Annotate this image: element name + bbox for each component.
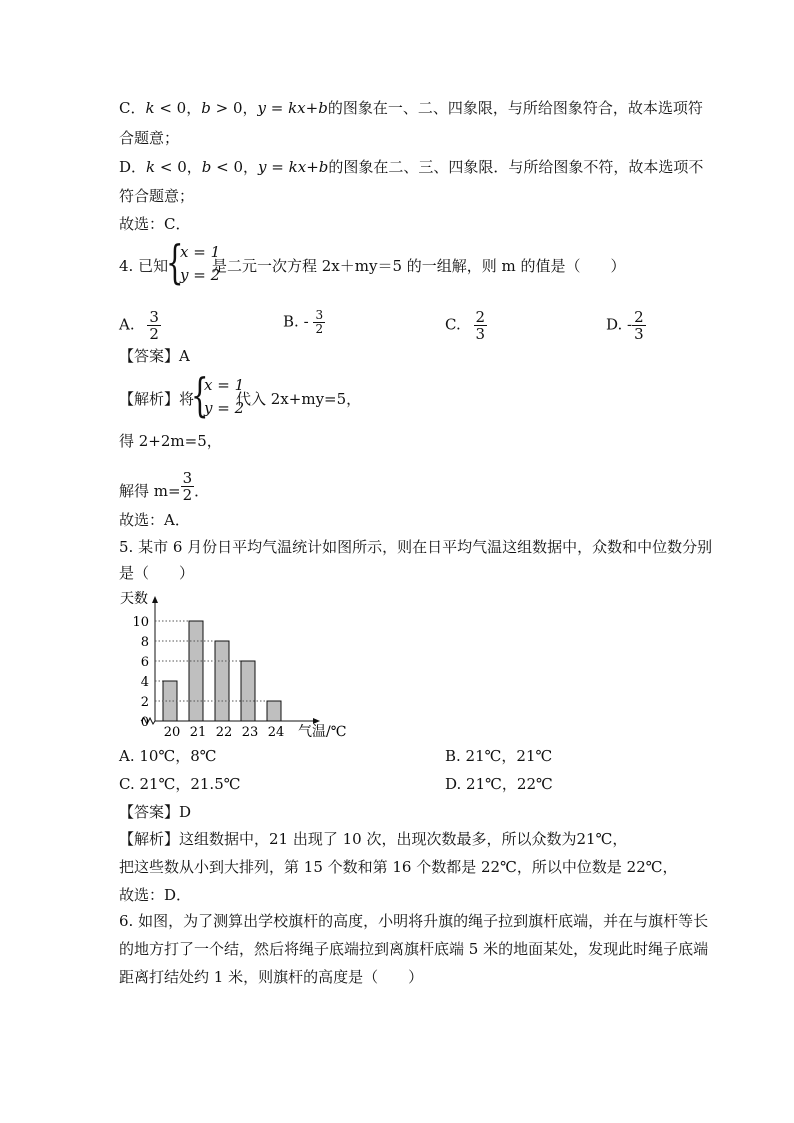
q5-option-d: D. 21℃，22℃ xyxy=(445,775,553,793)
y-tick-label-6: 6 xyxy=(140,655,149,670)
q4-analysis-brace: { xyxy=(191,368,209,422)
q3-option-c-line2: 合题意； xyxy=(119,129,180,147)
x-tick-label-23: 23 xyxy=(241,725,259,740)
q5-option-b: B. 21℃，21℃ xyxy=(445,747,553,765)
q4-system-row2: y = 2 xyxy=(180,266,221,284)
temperature-bar-chart xyxy=(110,586,360,741)
q4-option-b: B. - $\frac{3}{2}$ xyxy=(283,308,324,336)
x-tick-label-24: 24 xyxy=(267,725,285,740)
q5-stem-line2: 是（ ） xyxy=(119,564,195,582)
q6-stem-line3: 距离打结处约 1 米，则旗杆的高度是（ ） xyxy=(119,968,424,986)
x-tick-label-22: 22 xyxy=(215,725,233,740)
q6-stem-line2: 的地方打了一个结，然后将绳子底端拉到离旗杆底端 5 米的地面某处，发现此时绳子底端 xyxy=(119,940,709,958)
x-tick-label-21: 21 xyxy=(189,725,207,740)
q5-stem-line1: 5. 某市 6 月份日平均气温统计如图所示，则在日平均气温这组数据中，众数和中位数分别 xyxy=(119,538,713,556)
q5-analysis-line1: 【解析】这组数据中，21 出现了 10 次，出现次数最多，所以众数为21℃， xyxy=(119,830,628,848)
y-axis-arrow xyxy=(152,596,158,603)
y-tick-label-8: 8 xyxy=(140,635,149,650)
q4-step1: 得 2+2m=5， xyxy=(119,432,222,450)
q3-option-d-line1: D．k < 0，b < 0，y = kx+b的图象在二、三、四象限．与所给图象不符，故本选项不 xyxy=(119,158,704,176)
q4-answer: 【答案】A xyxy=(119,347,190,365)
chart-y-axis-label: 天数 xyxy=(120,591,148,607)
q6-stem-line1: 6. 如图，为了测算出学校旗杆的高度，小明将升旗的绳子拉到旗杆底端，并在与旗杆等长 xyxy=(119,912,709,930)
q4-option-c: C. $\frac{2}{3}$ xyxy=(445,308,486,343)
bar-21 xyxy=(189,621,203,721)
q4-option-d: D. - $\frac{2}{3}$ xyxy=(606,308,644,343)
q4-system-brace: { xyxy=(166,235,184,289)
x-tick-label-20: 20 xyxy=(163,725,181,740)
q4-option-a: A. $\frac{3}{2}$ xyxy=(119,308,159,343)
q5-option-a: A. 10℃，8℃ xyxy=(119,747,217,765)
q4-step2: 解得 m= $\frac{3}{2}$ ． xyxy=(119,469,210,504)
q4-stem-suffix: 是二元一次方程 2x＋my＝5 的一组解，则 m 的值是（ ） xyxy=(212,257,626,275)
q3-option-c-line1: C．k < 0，b > 0，y = kx+b的图象在一、二、四象限，与所给图象符合，故本选项符 xyxy=(119,99,703,117)
x-axis-label: 气温/℃ xyxy=(298,724,347,740)
q4-system-row1: x = 1 xyxy=(180,243,221,261)
q4-analysis-row2: y = 2 xyxy=(204,399,245,417)
q4-choose: 故选：A． xyxy=(119,511,190,529)
q5-answer: 【答案】D xyxy=(119,803,192,821)
q4-stem-prefix: 4. 已知 xyxy=(119,257,169,275)
q5-option-c: C. 21℃，21.5℃ xyxy=(119,775,241,793)
q5-analysis-line2: 把这些数从小到大排列，第 15 个数和第 16 个数都是 22℃，所以中位数是 22℃， xyxy=(119,858,678,876)
bar-22 xyxy=(215,641,229,721)
q3-option-d-line2: 符合题意； xyxy=(119,187,195,205)
q4-analysis-prefix: 【解析】将 xyxy=(119,390,195,408)
q5-choose: 故选：D． xyxy=(119,886,192,904)
q4-analysis-suffix: 代入 2x+my=5， xyxy=(236,390,362,408)
y-tick-label-0: 0 xyxy=(140,715,149,730)
bar-23 xyxy=(241,661,255,721)
q4-analysis-row1: x = 1 xyxy=(204,376,245,394)
y-tick-label-10: 10 xyxy=(132,615,149,630)
q3-choose: 故选：C． xyxy=(119,215,191,233)
bar-24 xyxy=(267,701,281,721)
y-tick-label-2: 2 xyxy=(140,695,149,710)
y-tick-label-4: 4 xyxy=(140,675,149,690)
